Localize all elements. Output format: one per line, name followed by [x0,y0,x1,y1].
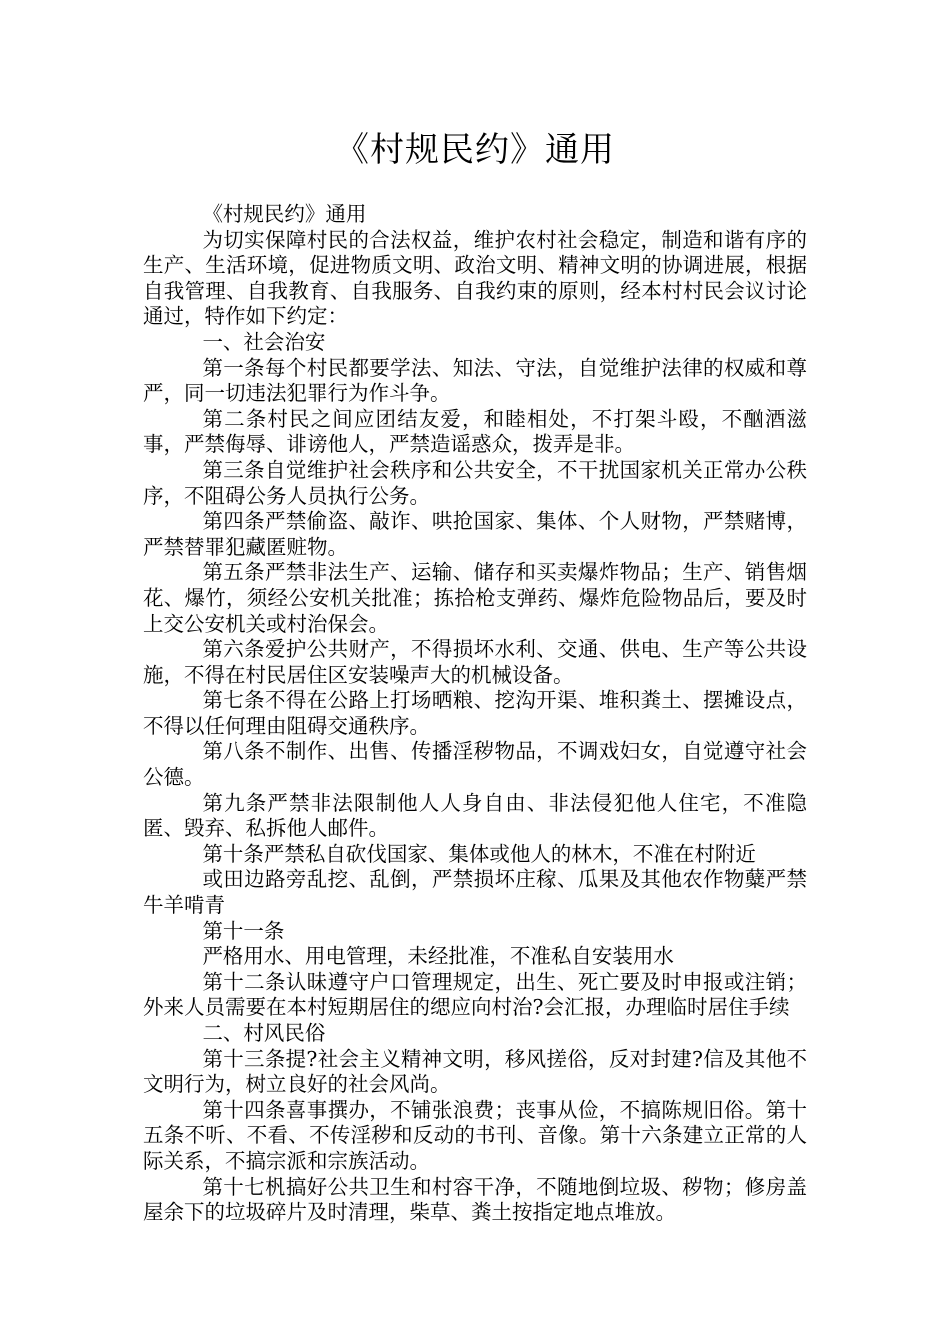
paragraph: 第九条严禁非法限制他人人身自由、非法侵犯他人住宅，不准隐匿、毁弃、私拆他人邮件。 [143,790,807,841]
paragraph: 第十二条认昧遵守户口管理规定，出生、死亡要及时申报或注销；外来人员需要在本村短期居住的缌应向村治?会汇报，办理临时居住手续 [143,969,807,1020]
paragraph: 第七条不得在公路上打场晒粮、挖沟开渠、堆积粪土、摆摊设点，不得以任何理由阻碍交通秩序。 [143,688,807,738]
paragraph: 第二条村民之间应团结友爱，和睦相处，不打架斗殴，不酗酒滋事，严禁侮辱、诽谤他人，严禁造谣惑众，拨弄是非。 [143,406,807,457]
paragraph: 第四条严禁偷盗、敲诈、哄抢国家、集体、个人财物，严禁赌博，严禁替罪犯藏匿赃物。 [143,509,807,559]
paragraph: 一、社会治安 [202,329,326,354]
paragraph: 严格用水、用电管理，未经批准，不准私自安装用水 [202,944,674,969]
document-title: 《村规民约》通用 [335,130,615,170]
paragraph: 为切实保障村民的合法权益，维护农村社会稳定，制造和谐有序的生产、生活环境，促进物质文明、政治文明、精神文明的协调进展，根据自我管理、自我教育、自我服务、自我约束的原则，经本村村民会议讨论通过，特作如下约定： [143,227,807,329]
paragraph: 第六条爱护公共财产，不得损坏水利、交通、供电、生产等公共设施，不得在村民居住区安装噪声大的机械设备。 [143,637,807,687]
paragraph: 或田边路旁乱挖、乱倒，严禁损坏庄稼、瓜果及其他农作物糵严禁牛羊啃青 [143,867,807,918]
paragraph: 第十三条提?社会主义精神文明，移风搓俗，反对封建?信及其他不文明行为，树立良好的社会风尚。 [143,1046,807,1097]
paragraph: 第八条不制作、出售、传播淫秽物品，不调戏妇女，自觉遵守社会公德。 [143,739,807,790]
paragraph: 第五条严禁非法生产、运输、储存和买卖爆炸物品；生产、销售烟花、爆竹，须经公安机关批准；拣拾枪支弹药、爆炸危险物品后，要及时上交公安机关或村治保会。 [143,560,807,636]
document-body [143,202,807,1226]
paragraph: 第十四条喜事撰办，不铺张浪费；丧事从俭，不搞陈规旧俗。第十五条不听、不看、不传淫秽和反动的书刊、音像。第十六条建立正常的人际关系，不搞宗派和宗族活动。 [143,1097,807,1173]
paragraph: 第十七杋搞好公共卫生和村容干净，不随地倒垃圾、秽物；修房盖屋余下的垃圾碎片及时清理，柴草、粪土按指定地点堆放。 [143,1174,807,1225]
paragraph: 第十一条 [202,918,285,943]
paragraph: 第一条每个村民都要学法、知法、守法，自觉维护法律的权威和尊严，同一切违法犯罪行为作斗争。 [143,355,807,406]
paragraph: 《村规民约》通用 [202,202,367,226]
paragraph: 二、村风民俗 [202,1021,326,1045]
paragraph: 第三条自觉维护社会秩序和公共安全，不干扰国家机关正常办公秩序，不阻碍公务人员执行公务。 [143,457,807,508]
paragraph: 第十条严禁私自砍伐国家、集体或他人的林木，不准在村附近 [202,841,756,866]
